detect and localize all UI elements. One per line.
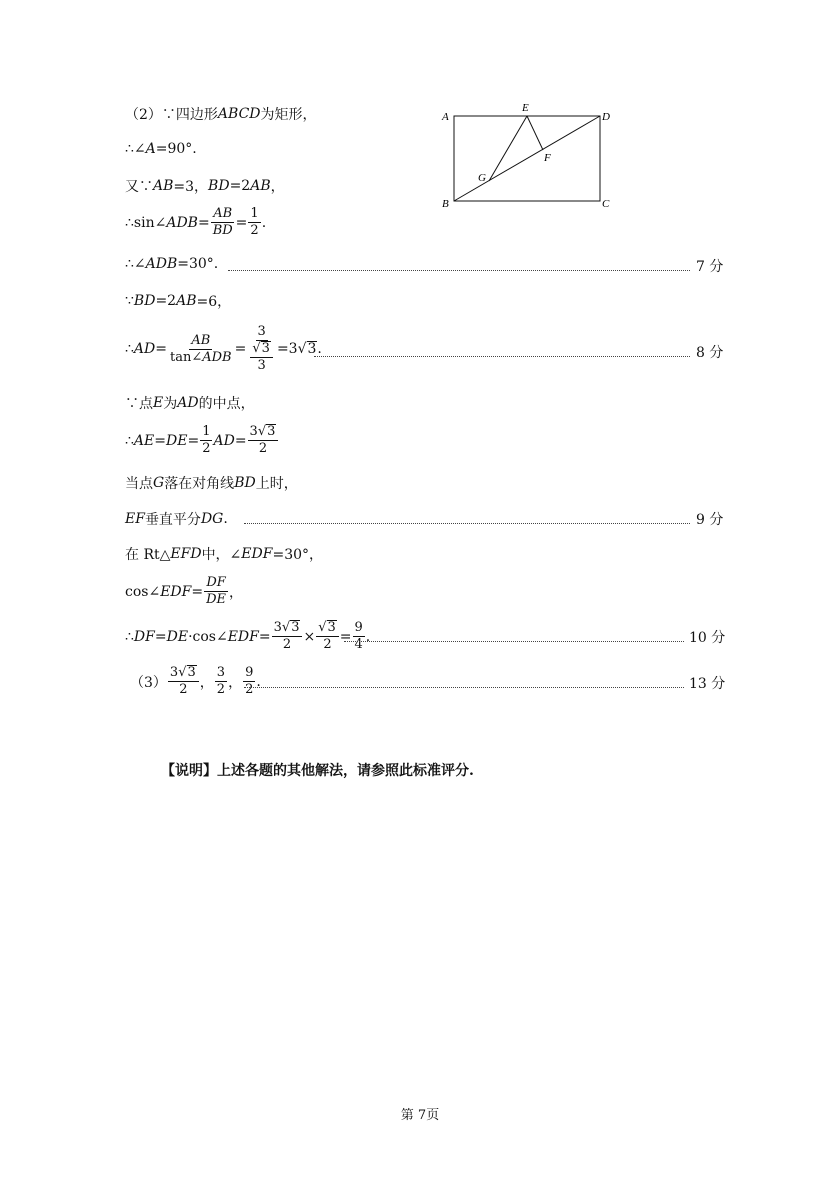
var: AD — [133, 341, 156, 357]
label-g: G — [478, 172, 486, 184]
text: =30°. — [177, 256, 219, 272]
line-2 — [125, 141, 197, 157]
var: ADB — [202, 349, 232, 365]
coef: 3 — [273, 620, 282, 635]
var: ADB — [166, 214, 198, 231]
var: BD — [133, 293, 156, 309]
denominator: 2 — [282, 637, 292, 652]
segment-ef — [527, 116, 543, 150]
page-number: 第 7页 — [400, 1108, 440, 1123]
denominator: 2 — [245, 682, 254, 697]
radicand: 3 — [307, 341, 317, 357]
text: = — [154, 628, 167, 645]
var: ABCD — [217, 106, 261, 122]
var: AD — [213, 432, 235, 449]
numerator: 1 — [250, 206, 259, 221]
text: 落在对角线 — [164, 476, 235, 492]
var: DE — [166, 628, 189, 645]
denominator: DE — [206, 592, 227, 607]
text: ∴ — [125, 341, 134, 357]
text: = — [191, 583, 204, 600]
var: BD — [208, 178, 230, 194]
text: ∴∠ — [125, 256, 146, 272]
denominator: 2 — [250, 223, 259, 238]
text: 又∵ — [125, 179, 153, 195]
fraction-9-4 — [353, 620, 365, 653]
line-3 — [125, 176, 285, 196]
leader-dots — [228, 270, 690, 271]
numerator: 9 — [245, 665, 254, 680]
text: =6， — [196, 294, 232, 310]
var: AB — [250, 178, 271, 194]
text: cos∠ — [125, 583, 161, 600]
fraction-3root3-2 — [168, 665, 199, 698]
text: = — [235, 214, 248, 231]
numerator: AB — [213, 206, 233, 221]
text: 当点 — [125, 476, 153, 492]
text: . — [261, 214, 267, 231]
numerator: AB — [191, 332, 211, 348]
text: =2 — [229, 178, 251, 194]
line-6 — [125, 291, 231, 311]
coef: 3 — [169, 665, 179, 680]
label-b: B — [442, 198, 449, 210]
text: ∴ — [125, 628, 134, 645]
denominator — [247, 341, 276, 374]
text: . — [317, 341, 322, 357]
sqrt — [298, 341, 318, 357]
numerator — [168, 665, 199, 682]
line-1 — [125, 104, 317, 124]
text: 的中点， — [198, 396, 255, 412]
fraction-9-2 — [243, 665, 255, 698]
sqrt — [318, 620, 337, 636]
label-a: A — [442, 111, 449, 123]
sqrt — [258, 424, 277, 440]
text: tan∠ — [170, 349, 203, 365]
numerator: 1 — [202, 424, 211, 439]
label-c: C — [602, 198, 610, 210]
text: 中，∠ — [201, 547, 242, 563]
text: = — [258, 628, 271, 645]
radical-sign: √ — [318, 620, 327, 635]
var: AB — [153, 178, 174, 194]
leader-dots — [344, 641, 684, 642]
denominator: 2 — [323, 637, 332, 652]
line-8 — [125, 393, 255, 413]
line-part3 — [130, 665, 261, 698]
var: EDF — [160, 583, 192, 600]
numerator: DF — [206, 575, 226, 590]
numerator — [316, 620, 339, 637]
radicand: 3 — [261, 341, 270, 356]
radicand: 3 — [187, 665, 196, 680]
text: 为矩形， — [260, 107, 317, 123]
var: DE — [166, 432, 188, 449]
var: G — [153, 475, 165, 491]
fraction-ab-bd — [211, 206, 235, 239]
var: EFD — [170, 546, 202, 562]
text: . — [256, 673, 261, 690]
radicand: 3 — [267, 424, 276, 439]
denominator: 2 — [216, 682, 226, 697]
label-f: F — [544, 152, 551, 164]
var: EF — [125, 511, 145, 527]
denominator: 3 — [257, 358, 266, 373]
fraction-3-2 — [215, 665, 227, 698]
text: =3， — [173, 179, 209, 195]
numerator — [248, 424, 279, 441]
text: ， — [229, 584, 244, 601]
fraction-1-2 — [248, 206, 260, 239]
text: . — [223, 511, 228, 527]
sqrt — [252, 341, 271, 357]
text: ∵点 — [125, 396, 153, 412]
denominator: 2 — [202, 441, 211, 456]
denominator: 2 — [179, 682, 188, 697]
radical-sign: √ — [297, 341, 307, 357]
numerator: 9 — [354, 620, 363, 635]
sqrt — [282, 620, 301, 636]
text: = — [187, 432, 200, 449]
text: ·cos∠ — [188, 628, 228, 645]
text: 上时， — [255, 476, 298, 492]
text: =30°， — [272, 547, 324, 563]
line-11 — [125, 509, 228, 529]
var: AB — [176, 293, 197, 309]
text: 垂直平分 — [144, 512, 201, 528]
label-e: E — [522, 102, 529, 114]
line-4 — [125, 206, 266, 239]
text: = — [155, 341, 167, 357]
score-10: 10 分 — [689, 630, 726, 646]
numerator: 3 — [216, 665, 226, 680]
score-8: 8 分 — [696, 345, 724, 361]
leader-dots — [244, 523, 690, 524]
var: BD — [234, 475, 256, 491]
text: = — [234, 432, 247, 449]
text: = — [234, 341, 247, 357]
grading-note: 【说明】上述各题的其他解法，请参照此标准评分. — [161, 763, 474, 779]
line-9 — [125, 424, 279, 457]
segment-eg — [489, 116, 527, 181]
text: ∴∠ — [125, 141, 146, 157]
fraction-1-2 — [200, 424, 212, 457]
denominator: BD — [212, 223, 233, 238]
var: DF — [133, 628, 155, 645]
radical-sign: √ — [281, 620, 291, 635]
text: . — [365, 628, 371, 645]
denominator: 4 — [354, 637, 363, 652]
line-10 — [125, 473, 298, 493]
diagonal-bd — [454, 116, 600, 201]
radicand: 3 — [291, 620, 300, 635]
text: × — [303, 628, 316, 645]
text: =90°. — [155, 141, 197, 157]
text: ∴sin∠ — [125, 214, 167, 231]
var: AE — [133, 432, 155, 449]
text: = — [339, 628, 352, 645]
text: ∴ — [125, 432, 134, 449]
denominator: 2 — [258, 441, 268, 456]
text: ， — [270, 179, 285, 195]
var: EDF — [241, 546, 273, 562]
line-14 — [125, 620, 370, 653]
leader-dots — [244, 687, 684, 688]
score-9: 9 分 — [696, 512, 724, 528]
text: =3 — [276, 341, 298, 357]
score-13: 13 分 — [689, 676, 726, 692]
text: ∵ — [125, 293, 134, 309]
numerator — [250, 341, 273, 358]
radical-sign: √ — [178, 665, 187, 680]
var: ADB — [145, 256, 178, 272]
text: 为 — [163, 396, 178, 412]
line-7 — [125, 324, 322, 374]
fraction-3-over-tan30 — [247, 324, 276, 374]
var: A — [145, 141, 156, 157]
text: ， — [228, 674, 243, 691]
var: E — [153, 395, 164, 411]
var: EDF — [227, 628, 259, 645]
var: DG — [200, 511, 224, 527]
fraction-3root3-2 — [248, 424, 279, 457]
line-12 — [125, 544, 323, 564]
leader-dots — [314, 356, 690, 357]
fraction-root3-3 — [250, 341, 273, 374]
label-d: D — [602, 111, 610, 123]
rectangle-diagram — [436, 100, 616, 215]
denominator — [168, 350, 234, 366]
score-7: 7 分 — [696, 259, 724, 275]
radical-sign: √ — [252, 341, 261, 356]
text: ， — [199, 674, 214, 691]
radicand: 3 — [327, 620, 336, 635]
fraction-df-de — [204, 575, 228, 608]
text: = — [197, 214, 210, 231]
text: =2 — [155, 293, 177, 309]
line-13 — [125, 575, 243, 608]
numerator — [272, 620, 303, 637]
fraction-3root3-2 — [272, 620, 303, 653]
line-5 — [125, 256, 218, 272]
sqrt — [178, 665, 197, 681]
fraction-root3-2 — [316, 620, 339, 653]
fraction-ab-tan — [168, 333, 234, 366]
text: （2）∵四边形 — [125, 107, 218, 123]
text: = — [154, 432, 166, 449]
var: AD — [177, 395, 199, 411]
coef: 3 — [249, 424, 258, 439]
text: （3） — [130, 674, 167, 691]
text: 在 Rt△ — [125, 547, 171, 563]
radical-sign: √ — [257, 424, 267, 439]
numerator: 3 — [257, 324, 266, 339]
